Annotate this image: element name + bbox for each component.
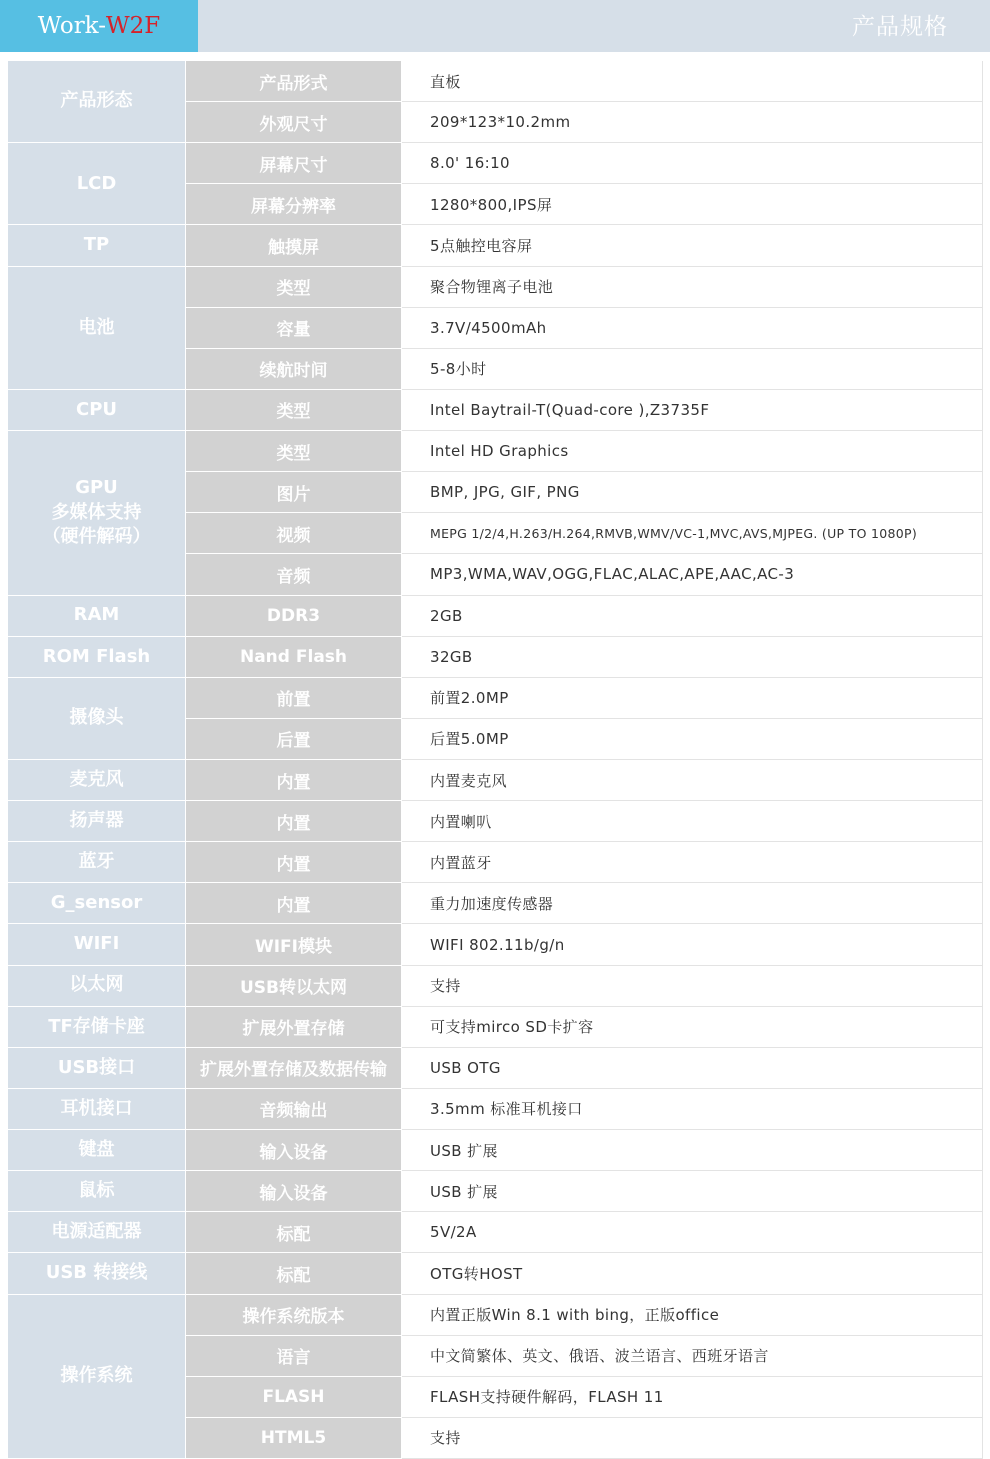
brand-model: W2F — [106, 13, 161, 39]
spec-category: 蓝牙 — [8, 842, 186, 883]
spec-item: HTML5 — [186, 1418, 402, 1459]
spec-category: 麦克风 — [8, 760, 186, 801]
spec-item: 续航时间 — [186, 349, 402, 390]
spec-item: 操作系统版本 — [186, 1295, 402, 1336]
spec-category: 耳机接口 — [8, 1089, 186, 1130]
spec-value: 2GB — [402, 596, 983, 637]
spec-value: 209*123*10.2mm — [402, 102, 983, 143]
spec-value: WIFI 802.11b/g/n — [402, 924, 983, 965]
spec-value: 1280*800,IPS屏 — [402, 184, 983, 225]
spec-category: 扬声器 — [8, 801, 186, 842]
spec-value: USB 扩展 — [402, 1130, 983, 1171]
spec-item: 触摸屏 — [186, 225, 402, 266]
spec-value: FLASH支持硬件解码，FLASH 11 — [402, 1377, 983, 1418]
spec-item: 容量 — [186, 308, 402, 349]
spec-value: 前置2.0MP — [402, 678, 983, 719]
spec-item: 视频 — [186, 513, 402, 554]
spec-value: Intel HD Graphics — [402, 431, 983, 472]
spec-value: MP3,WMA,WAV,OGG,FLAC,ALAC,APE,AAC,AC-3 — [402, 554, 983, 595]
spec-value: MEPG 1/2/4,H.263/H.264,RMVB,WMV/VC-1,MVC,AVS,MJPEG. (UP TO 1080P) — [402, 513, 983, 554]
spec-item: 音频 — [186, 554, 402, 595]
spec-item: 后置 — [186, 719, 402, 760]
spec-item: 标配 — [186, 1212, 402, 1253]
spec-value: USB OTG — [402, 1048, 983, 1089]
spec-item: 输入设备 — [186, 1171, 402, 1212]
spec-item: 音频输出 — [186, 1089, 402, 1130]
spec-item: 扩展外置存储 — [186, 1007, 402, 1048]
spec-value: 3.5mm 标准耳机接口 — [402, 1089, 983, 1130]
spec-category: 键盘 — [8, 1130, 186, 1171]
spec-category: G_sensor — [8, 883, 186, 924]
spec-item: 类型 — [186, 390, 402, 431]
spec-category: RAM — [8, 596, 186, 637]
spec-value: Intel Baytrail-T(Quad-core ),Z3735F — [402, 390, 983, 431]
spec-item: 内置 — [186, 801, 402, 842]
spec-value: 5点触控电容屏 — [402, 225, 983, 266]
spec-category: ROM Flash — [8, 637, 186, 678]
spec-item: USB转以太网 — [186, 966, 402, 1007]
spec-value: 重力加速度传感器 — [402, 883, 983, 924]
spec-value: 直板 — [402, 61, 983, 102]
spec-value: USB 扩展 — [402, 1171, 983, 1212]
spec-value: 支持 — [402, 966, 983, 1007]
spec-value: 内置喇叭 — [402, 801, 983, 842]
spec-item: 屏幕分辨率 — [186, 184, 402, 225]
spec-item: 扩展外置存储及数据传输 — [186, 1048, 402, 1089]
spec-category: 以太网 — [8, 966, 186, 1007]
spec-category: 电源适配器 — [8, 1212, 186, 1253]
spec-category: USB接口 — [8, 1048, 186, 1089]
spec-item: 输入设备 — [186, 1130, 402, 1171]
spec-value: 5-8小时 — [402, 349, 983, 390]
spec-item: 类型 — [186, 431, 402, 472]
brand-prefix: Work- — [37, 13, 106, 39]
spec-category: 电池 — [8, 267, 186, 390]
spec-category: GPU 多媒体支持 （硬件解码） — [8, 431, 186, 595]
spec-value: 支持 — [402, 1418, 983, 1459]
spec-value: 内置正版Win 8.1 with bing，正版office — [402, 1295, 983, 1336]
spec-value: 后置5.0MP — [402, 719, 983, 760]
spec-item: 产品形式 — [186, 61, 402, 102]
spec-item: 内置 — [186, 842, 402, 883]
spec-item: WIFI模块 — [186, 924, 402, 965]
spec-item: DDR3 — [186, 596, 402, 637]
spec-item: 屏幕尺寸 — [186, 143, 402, 184]
spec-value: OTG转HOST — [402, 1253, 983, 1294]
spec-category: CPU — [8, 390, 186, 431]
spec-item: 内置 — [186, 883, 402, 924]
spec-category: 产品形态 — [8, 61, 186, 143]
spec-category: 鼠标 — [8, 1171, 186, 1212]
spec-value: BMP, JPG, GIF, PNG — [402, 472, 983, 513]
spec-value: 3.7V/4500mAh — [402, 308, 983, 349]
brand-logo — [0, 0, 198, 52]
spec-value: 内置蓝牙 — [402, 842, 983, 883]
spec-value: 8.0' 16:10 — [402, 143, 983, 184]
spec-item: 标配 — [186, 1253, 402, 1294]
spec-category: 摄像头 — [8, 678, 186, 760]
spec-category: 操作系统 — [8, 1295, 186, 1459]
spec-item: 图片 — [186, 472, 402, 513]
spec-category: USB 转接线 — [8, 1253, 186, 1294]
spec-item: Nand Flash — [186, 637, 402, 678]
spec-table — [8, 61, 983, 1459]
spec-value: 32GB — [402, 637, 983, 678]
spec-value: 中文简繁体、英文、俄语、波兰语言、西班牙语言 — [402, 1336, 983, 1377]
spec-value: 内置麦克风 — [402, 760, 983, 801]
header-bar — [0, 0, 990, 52]
spec-value: 5V/2A — [402, 1212, 983, 1253]
spec-item: FLASH — [186, 1377, 402, 1418]
spec-item: 类型 — [186, 267, 402, 308]
spec-category: TF存储卡座 — [8, 1007, 186, 1048]
spec-category: LCD — [8, 143, 186, 225]
spec-item: 内置 — [186, 760, 402, 801]
spec-category: TP — [8, 225, 186, 266]
page-title: 产品规格 — [852, 14, 948, 40]
spec-value: 可支持mirco SD卡扩容 — [402, 1007, 983, 1048]
spec-value: 聚合物锂离子电池 — [402, 267, 983, 308]
spec-item: 外观尺寸 — [186, 102, 402, 143]
spec-category: WIFI — [8, 924, 186, 965]
spec-item: 语言 — [186, 1336, 402, 1377]
spec-item: 前置 — [186, 678, 402, 719]
